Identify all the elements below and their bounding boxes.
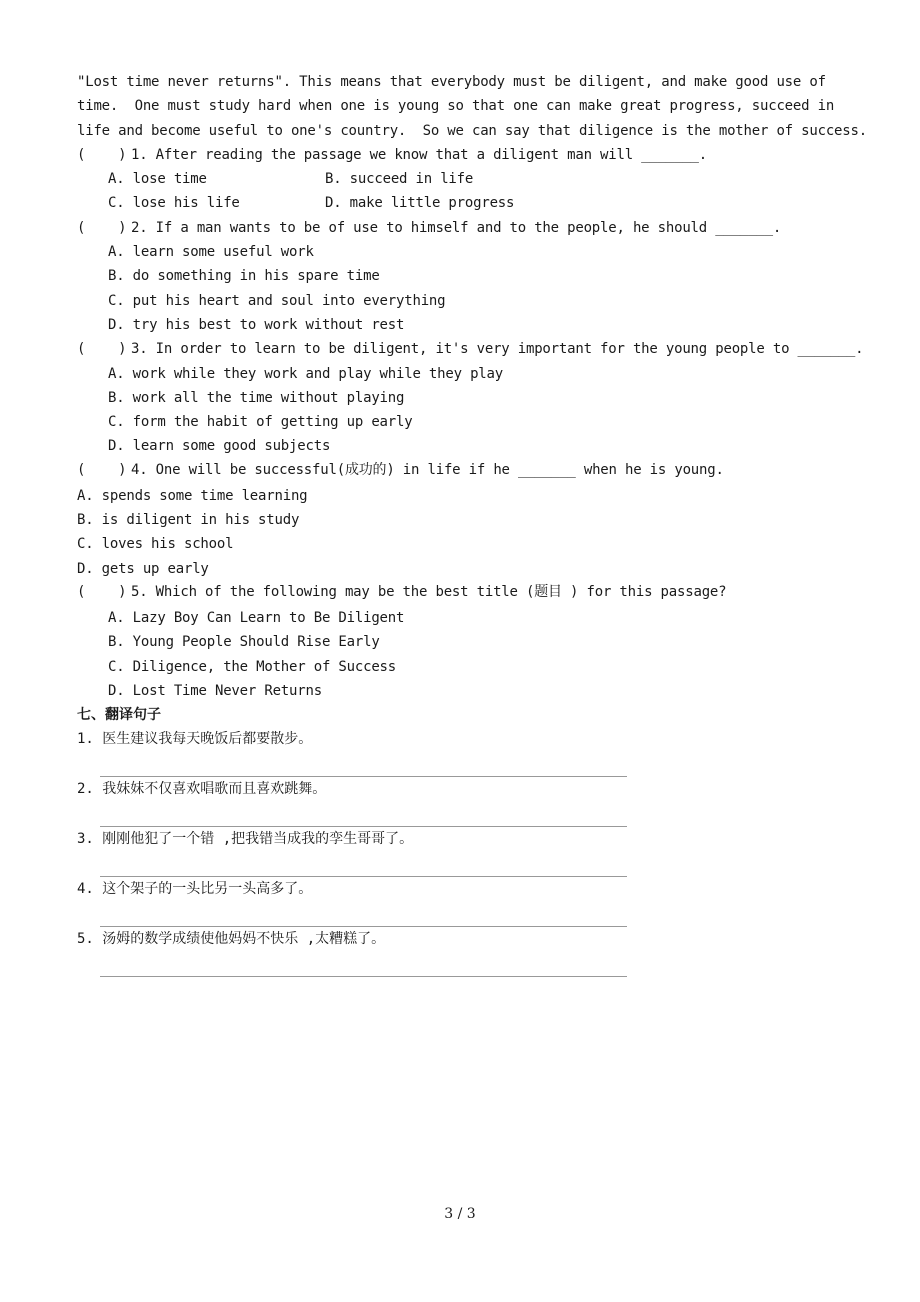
question-stem: 2. If a man wants to be of use to himself and to the people, he should _______. [131,219,782,236]
translation-item-5: 5. 汤姆的数学成绩使他妈妈不快乐 ,太糟糕了。 [77,931,386,948]
option-c: C. lose his life [108,195,240,212]
answer-line[interactable] [100,751,627,777]
option-b: B. do something in his spare time [108,268,380,285]
question-stem: 3. In order to learn to be diligent, it's very important for the young people to _______. [131,341,864,358]
option-c: C. loves his school [77,536,234,553]
option-b: B. work all the time without playing [108,389,405,406]
answer-blank[interactable]: ( ) [77,461,127,478]
answer-line[interactable] [100,851,627,877]
translation-item-2: 2. 我妹妹不仅喜欢唱歌而且喜欢跳舞。 [77,781,327,798]
answer-line[interactable] [100,901,627,927]
question-1 [77,143,867,216]
option-a: A. work while they work and play while they play [108,365,503,382]
option-b: B. Young People Should Rise Early [108,634,380,651]
option-d: D. gets up early [77,560,209,577]
option-b: B. succeed in life [325,171,474,188]
option-d: D. learn some good subjects [108,438,331,455]
answer-blank[interactable]: ( ) [77,583,127,600]
question-3 [77,337,867,458]
reading-passage [77,70,867,143]
question-stem: 4. One will be successful(成功的) in life if he _______ when he is young. [131,461,724,478]
passage-line: time. One must study hard when one is young so that one can make great progress, succeed in [77,98,835,115]
passage-line: life and become useful to one's country. So we can say that diligence is the mother of success. [77,122,867,139]
section-title: 七、翻译句子 [77,707,161,724]
option-a: A. Lazy Boy Can Learn to Be Diligent [108,609,405,626]
question-stem: 5. Which of the following may be the best title (题目 ) for this passage? [131,583,727,600]
option-c: C. Diligence, the Mother of Success [108,658,397,675]
question-5 [77,581,867,703]
option-a: A. lose time [108,171,207,188]
answer-blank[interactable]: ( ) [77,341,127,358]
question-4 [77,459,867,581]
passage-line: "Lost time never returns". This means that everybody must be diligent, and make good use of [77,74,826,90]
page-number: 3 / 3 [444,1206,476,1222]
option-d: D. try his best to work without rest [108,316,405,333]
translation-list [77,727,867,977]
translation-item-4: 4. 这个架子的一头比另一头高多了。 [77,881,313,898]
option-c: C. put his heart and soul into everything [108,292,446,309]
translation-item-1: 1. 医生建议我每天晚饭后都要散步。 [77,731,313,748]
answer-blank[interactable]: ( ) [77,146,127,163]
option-d: D. make little progress [325,195,515,212]
option-a: A. learn some useful work [108,244,314,261]
translation-item-3: 3. 刚刚他犯了一个错 ,把我错当成我的孪生哥哥了。 [77,831,414,848]
option-d: D. Lost Time Never Returns [108,682,322,699]
option-a: A. spends some time learning [77,487,308,504]
question-2 [77,216,867,337]
option-c: C. form the habit of getting up early [108,414,413,431]
answer-line[interactable] [100,951,627,977]
answer-blank[interactable]: ( ) [77,219,127,236]
answer-line[interactable] [100,801,627,827]
worksheet-page [77,70,867,977]
option-b: B. is diligent in his study [77,512,300,529]
question-stem: 1. After reading the passage we know that a diligent man will _______. [131,146,708,163]
